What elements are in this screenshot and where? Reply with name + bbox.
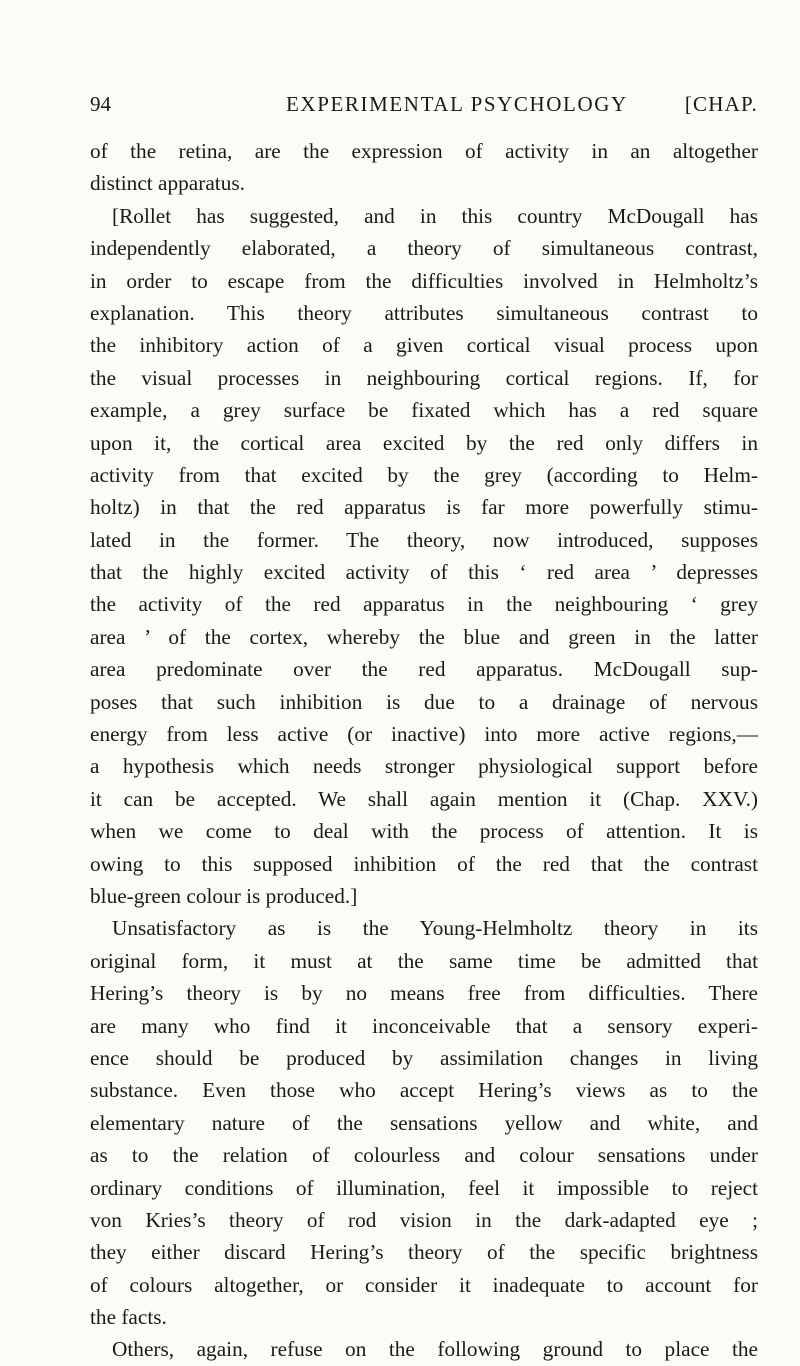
body-text <box>90 135 758 1366</box>
text-line: are many who find it inconceivable that a sensory experi- <box>90 1013 758 1038</box>
text-line: as to the relation of colourless and colour sensations under <box>90 1143 758 1168</box>
text-line: owing to this supposed inhibition of the red that the contrast <box>90 851 758 876</box>
text-line: a hypothesis which needs stronger physiological support before <box>90 754 758 779</box>
text-line: that the highly excited activity of this ‘ red area ’ depresses <box>90 560 758 585</box>
text-line: when we come to deal with the process of attention. It is <box>90 819 758 844</box>
text-line: the inhibitory action of a given cortical visual process upon <box>90 333 758 358</box>
running-title: EXPERIMENTAL PSYCHOLOGY <box>286 92 628 116</box>
text-line: independently elaborated, a theory of simultaneous contrast, <box>90 236 758 261</box>
text-line: original form, it must at the same time be admitted that <box>90 948 758 973</box>
text-line: it can be accepted. We shall again mention it (Chap. XXV.) <box>90 786 758 811</box>
text-line: the activity of the red apparatus in the neighbouring ‘ grey <box>90 592 758 617</box>
text-line: example, a grey surface be fixated which has a red square <box>90 398 758 423</box>
text-line: elementary nature of the sensations yellow and white, and <box>90 1110 758 1135</box>
text-line: Others, again, refuse on the following ground to place the <box>112 1337 758 1362</box>
text-line: blue-green colour is produced.] <box>90 883 358 908</box>
text-line: Unsatisfactory as is the Young-Helmholtz theory in its <box>112 916 758 941</box>
text-line: the visual processes in neighbouring cortical regions. If, for <box>90 365 758 390</box>
text-line: of colours altogether, or consider it inadequate to account for <box>90 1272 758 1297</box>
text-line: in order to escape from the difficulties involved in Helmholtz’s <box>90 268 758 293</box>
text-line: poses that such inhibition is due to a drainage of nervous <box>90 689 758 714</box>
text-line: area predominate over the red apparatus. McDougall sup- <box>90 657 758 682</box>
text-line: ence should be produced by assimilation changes in living <box>90 1045 758 1070</box>
text-line: of the retina, are the expression of activity in an altogether <box>90 139 758 163</box>
page-number: 94 <box>90 92 111 116</box>
text-line: upon it, the cortical area excited by the red only differs in <box>90 430 758 455</box>
text-line: explanation. This theory attributes simultaneous contrast to <box>90 300 758 325</box>
chapter-tag: [CHAP. <box>684 92 758 116</box>
page-header <box>90 88 758 120</box>
text-line: Hering’s theory is by no means free from difficulties. There <box>90 981 758 1006</box>
text-line: substance. Even those who accept Hering’s views as to the <box>90 1078 758 1103</box>
text-line: ordinary conditions of illumination, feel it impossible to reject <box>90 1175 758 1200</box>
text-line: they either discard Hering’s theory of the specific brightness <box>90 1240 758 1265</box>
text-line: [Rollet has suggested, and in this country McDougall has <box>112 203 758 228</box>
text-line: activity from that excited by the grey (according to Helm- <box>90 462 758 487</box>
text-line: lated in the former. The theory, now introduced, supposes <box>90 527 758 552</box>
text-line: the facts. <box>90 1305 167 1330</box>
text-line: von Kries’s theory of rod vision in the dark-adapted eye ; <box>90 1207 758 1232</box>
text-line: area ’ of the cortex, whereby the blue and green in the latter <box>90 624 758 649</box>
text-line: distinct apparatus. <box>90 171 245 196</box>
text-line: holtz) in that the red apparatus is far more powerfully stimu- <box>90 495 758 520</box>
text-line: energy from less active (or inactive) into more active regions,— <box>90 722 758 747</box>
